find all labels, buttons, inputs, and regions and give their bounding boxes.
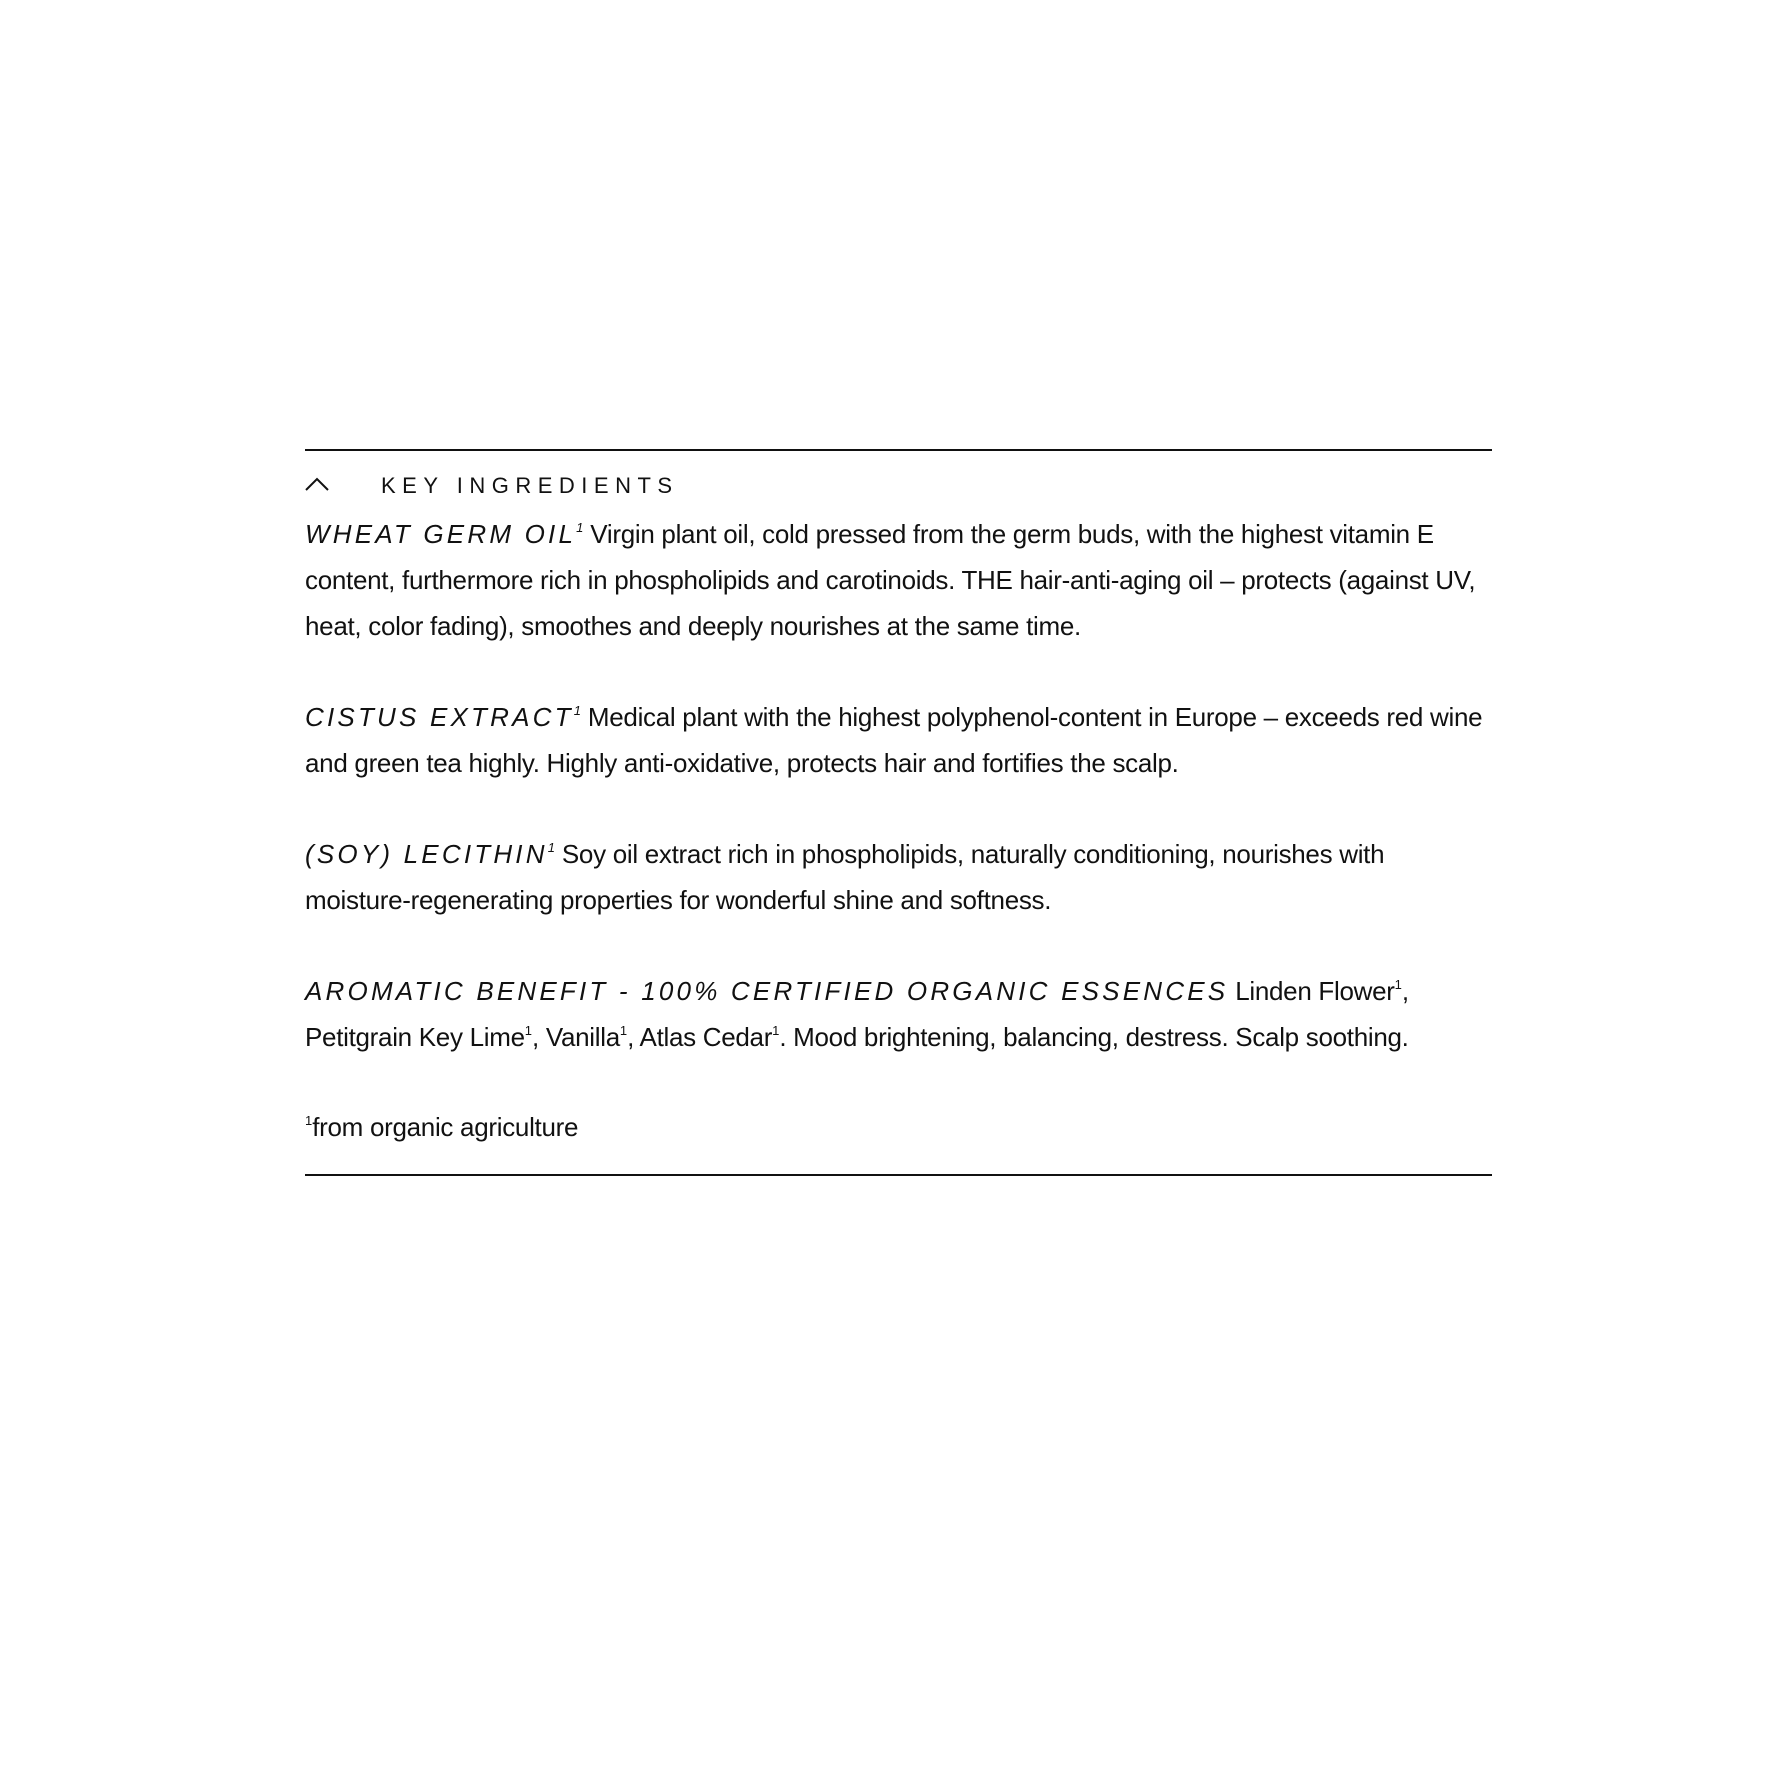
essence-atlas-cedar: Atlas Cedar (639, 1022, 773, 1052)
footnote-marker: 1 (619, 1023, 628, 1038)
essence-petitgrain-key-lime: Petitgrain Key Lime (305, 1022, 525, 1052)
aromatic-description: . Mood brightening, balancing, destress. Scalp soothing. (779, 1022, 1409, 1052)
chevron-up-icon[interactable] (305, 477, 329, 491)
ingredient-cistus-extract (305, 694, 1492, 786)
ingredient-aromatic-benefit (305, 968, 1492, 1060)
accordion-title[interactable]: KEY INGREDIENTS (381, 473, 679, 498)
essence-vanilla: Vanilla (545, 1022, 620, 1052)
ingredient-name: WHEAT GERM OIL (305, 519, 577, 549)
ingredient-wheat-germ-oil (305, 511, 1492, 649)
ingredient-description: Medical plant with the highest polyphenol-content in Europe – exceeds red wine and green tea highly. Highly anti-oxidative, protects hair and fortifies the scalp. (305, 702, 1483, 778)
accordion-body (305, 511, 1492, 1150)
accordion-header[interactable] (305, 451, 1492, 511)
footnote-marker: 1 (576, 520, 584, 535)
footnote-text: from organic agriculture (312, 1112, 579, 1142)
ingredient-name: AROMATIC BENEFIT - 100% CERTIFIED ORGANIC ESSENCES (305, 976, 1229, 1006)
footnote-marker: 1 (772, 1023, 780, 1038)
ingredient-description: Soy oil extract rich in phospholipids, naturally conditioning, nourishes with moisture-regenerating properties for wonderful shine and softness. (305, 839, 1385, 915)
essence-separator: , (531, 1022, 546, 1052)
footnote-marker: 1 (305, 1113, 313, 1128)
footnote-marker: 1 (1394, 977, 1402, 992)
footnote-marker: 1 (524, 1023, 532, 1038)
essence-linden-flower: Linden Flower (1235, 976, 1395, 1006)
footnote (305, 1104, 1492, 1150)
ingredient-description: Virgin plant oil, cold pressed from the germ buds, with the highest vitamin E content, furthermore rich in phospholipids and carotinoids. THE hair-anti-aging oil – protects (against UV, heat, color fading), smoothes and deeply nourishes at the same time. (305, 519, 1476, 641)
essence-separator: , (1401, 976, 1409, 1006)
key-ingredients-accordion (305, 449, 1492, 1176)
footnote-marker: 1 (547, 840, 555, 855)
bottom-divider (305, 1174, 1492, 1176)
ingredient-name: (SOY) LECITHIN (305, 839, 548, 869)
ingredient-name: CISTUS EXTRACT (305, 702, 574, 732)
essence-separator: , (627, 1022, 640, 1052)
ingredient-soy-lecithin (305, 831, 1492, 923)
footnote-marker: 1 (573, 703, 581, 718)
